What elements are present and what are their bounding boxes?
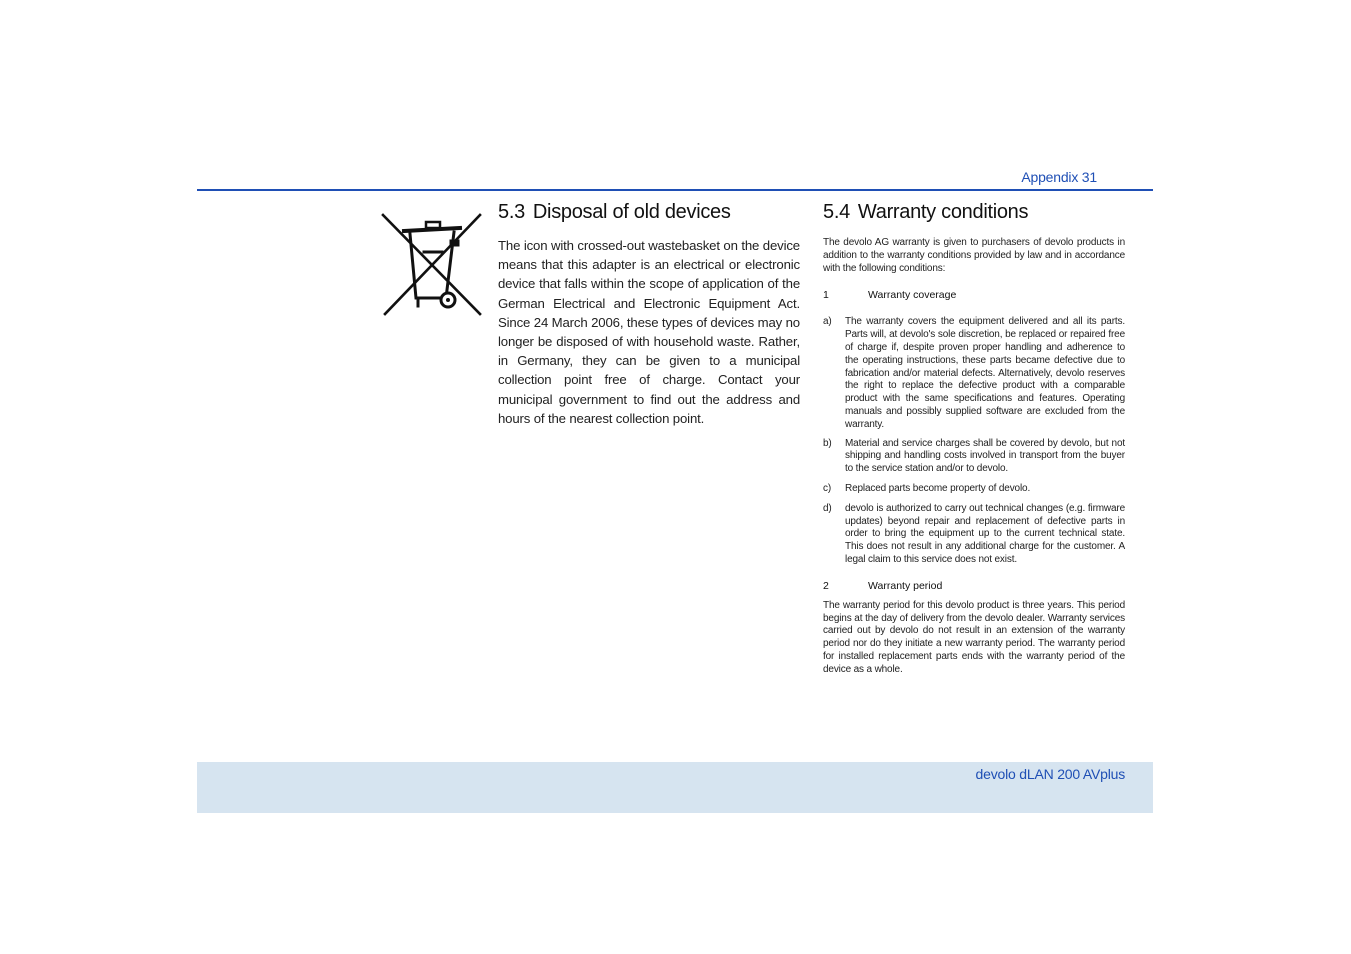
footer-product-name: devolo dLAN 200 AVplus [975,766,1125,782]
subheading-title: Warranty period [868,579,943,592]
subheading-number: 1 [823,289,829,302]
subheading-title: Warranty coverage [868,289,957,302]
footer-band [197,762,1153,813]
list-marker: c) [823,482,832,494]
running-header: Appendix 31 [1021,169,1097,185]
list-item-text: Material and service charges shall be covered by devolo, but not shipping and handling costs involved in transport from the buyer to the service station and/or to devolo. [845,437,1125,475]
list-item [823,316,1125,431]
section-title-warranty [823,199,1125,225]
warranty-intro: The devolo AG warranty is given to purchasers of devolo products in addition to the warranty conditions provided by law and in accordance with the following conditions: [823,237,1125,274]
list-marker: d) [823,502,832,514]
section-number: 5.4 [823,201,850,223]
subheading-period [823,580,1125,593]
section-number: 5.3 [498,201,525,223]
subheading-coverage [823,289,1125,302]
section-title-disposal [498,199,800,225]
list-item-text: devolo is authorized to carry out technical changes (e.g. firmware updates) beyond repair and replacement of defective parts in order to bring the equipment up to the current technical state. This does not result in any additional charge for the customer. A legal claim to this service does not exist. [845,502,1125,565]
section-title-text: Warranty conditions [857,201,1029,223]
section-disposal [498,199,800,441]
list-item [823,438,1125,476]
list-marker: b) [823,437,832,449]
list-item-text: Replaced parts become property of devolo. [845,482,1031,494]
subheading-number: 2 [823,579,829,592]
warranty-period-paragraph: The warranty period for this devolo product is three years. This period begins at the day of delivery from the devolo dealer. Warranty services carried out by devolo do not result in an extension of the warranty period nor do they initiate a new warranty period. The warranty period for installed replacement parts ends with the warranty period of the device as a whole. [823,599,1125,675]
list-item [823,483,1125,496]
disposal-paragraph: The icon with crossed-out wastebasket on the device means that this adapter is an electrical or electronic device that falls within the scope of application of the German Electrical and Electronic Equipment Act. Since 24 March 2006, these types of devices may no longer be disposed of with household waste. Rather, in Germany, they can be given to a municipal collection point free of charge. Contact your municipal government to find out the address and hours of the nearest collection point. [498,238,800,426]
section-title-text: Disposal of old devices [532,201,731,223]
section-warranty [823,199,1125,677]
header-rule [197,189,1153,191]
list-marker: a) [823,316,832,328]
crossed-out-wastebasket-icon [380,212,484,318]
list-item [823,503,1125,567]
list-item-text: The warranty covers the equipment delivered and all its parts. Parts will, at devolo's sole discretion, be replaced or repaired free of charge if, despite proven proper handling and adherence to the operating instructions, these parts became defective due to fabrication and/or material defects. Alternatively, devolo reserves the right to replace the defective product with a comparable product with the same specifications and features. Operating manuals and possibly supplied software are excluded from the warranty. [845,316,1125,430]
